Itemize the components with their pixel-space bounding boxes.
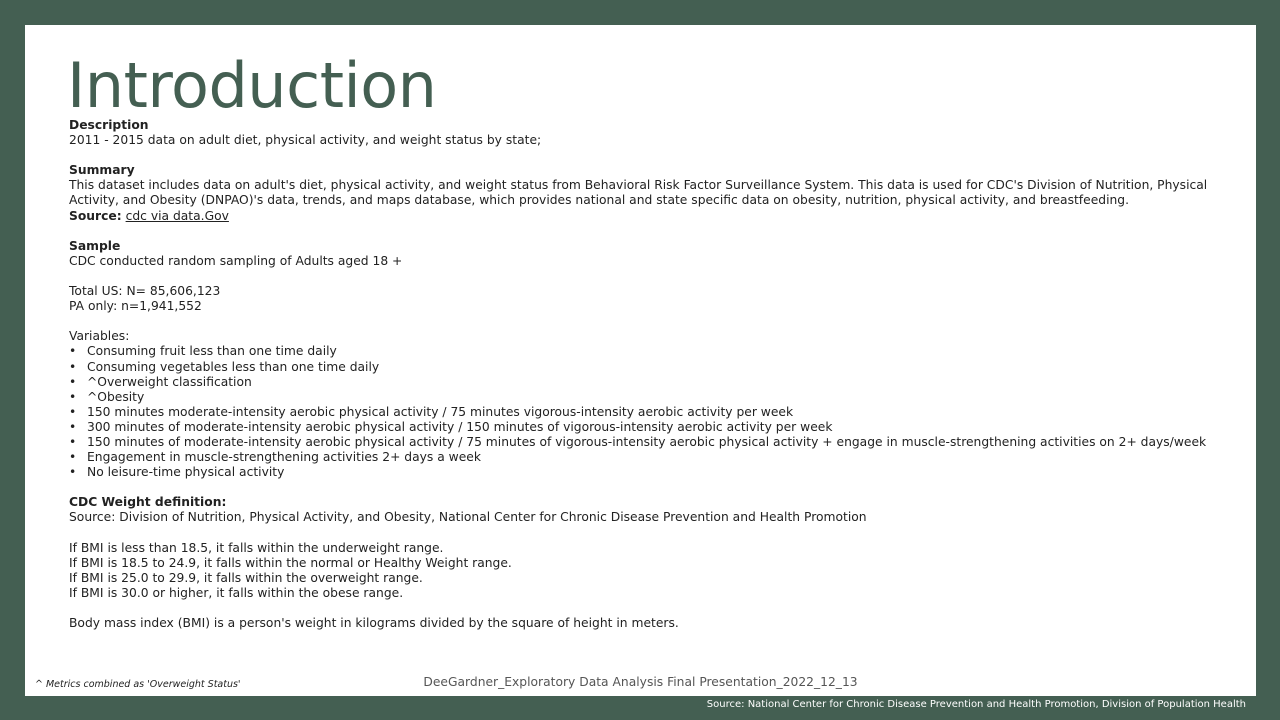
variable-item: • ^Overweight classification: [69, 375, 1229, 390]
summary-text: This dataset includes data on adult's diet, physical activity, and weight status from Behavioral Risk Factor Surveillance System. This data is used for CDC's Division of Nutrition, Physical Activity, and Obesity (DNPAO)'s data, trends, and maps database, which provides national and state specific data on obesity, nutrition, physical activity, and breastfeeding.: [69, 178, 1208, 208]
summary-heading: Summary: [69, 163, 135, 178]
variable-item: • 150 minutes moderate-intensity aerobic physical activity / 75 minutes vigorous-intensity aerobic activity per week: [69, 405, 1229, 420]
sample-heading: Sample: [69, 238, 121, 253]
variables-heading: Variables:: [69, 329, 130, 344]
description-heading: Description: [69, 118, 149, 132]
source-link[interactable]: cdc via data.Gov: [125, 208, 229, 223]
weight-definition-source: Source: Division of Nutrition, Physical Activity, and Obesity, National Center for Chronic Disease Prevention and Health Promotion: [69, 510, 867, 525]
summary-source: [69, 209, 1229, 224]
overweight-footnote: ^ Metrics combined as 'Overweight Status': [35, 679, 241, 690]
description-text: 2011 - 2015 data on adult diet, physical activity, and weight status by state;: [69, 133, 542, 148]
slide: [25, 25, 1256, 696]
variable-item: • No leisure-time physical activity: [69, 465, 1229, 480]
bmi-rule: If BMI is 25.0 to 29.9, it falls within the overweight range.: [69, 570, 423, 585]
bmi-rule: If BMI is 30.0 or higher, it falls within the obese range.: [69, 585, 404, 600]
source-label: Source:: [69, 208, 122, 223]
slide-content: [69, 118, 1229, 631]
variable-item: • Engagement in muscle-strengthening activities 2+ days a week: [69, 450, 1229, 465]
variable-item: • 300 minutes of moderate-intensity aerobic physical activity / 150 minutes of vigorous-intensity aerobic activity per week: [69, 420, 1229, 435]
weight-definition-heading: CDC Weight definition:: [69, 495, 227, 510]
variables-list: [69, 344, 1229, 480]
variable-item: • Consuming fruit less than one time daily: [69, 344, 1229, 359]
variable-item: • ^Obesity: [69, 390, 1229, 405]
slide-title: Introduction: [67, 49, 437, 122]
source-footer: Source: National Center for Chronic Disease Prevention and Health Promotion, Division of Population Health: [706, 699, 1246, 710]
bmi-rule: If BMI is 18.5 to 24.9, it falls within the normal or Healthy Weight range.: [69, 555, 512, 570]
variable-item: • 150 minutes of moderate-intensity aerobic physical activity / 75 minutes of vigorous-intensity aerobic physical activity + engage in muscle-strengthening activities on 2+ days/week: [69, 435, 1229, 450]
variable-item: • Consuming vegetables less than one time daily: [69, 360, 1229, 375]
bmi-rule: If BMI is less than 18.5, it falls within the underweight range.: [69, 540, 444, 555]
presenter-footer: DeeGardner_Exploratory Data Analysis Final Presentation_2022_12_13: [423, 675, 858, 689]
sample-total-us: Total US: N= 85,606,123: [69, 284, 221, 299]
bmi-note: Body mass index (BMI) is a person's weight in kilograms divided by the square of height in meters.: [69, 616, 679, 631]
sample-pa-only: PA only: n=1,941,552: [69, 299, 202, 314]
sample-text: CDC conducted random sampling of Adults aged 18 +: [69, 253, 403, 268]
